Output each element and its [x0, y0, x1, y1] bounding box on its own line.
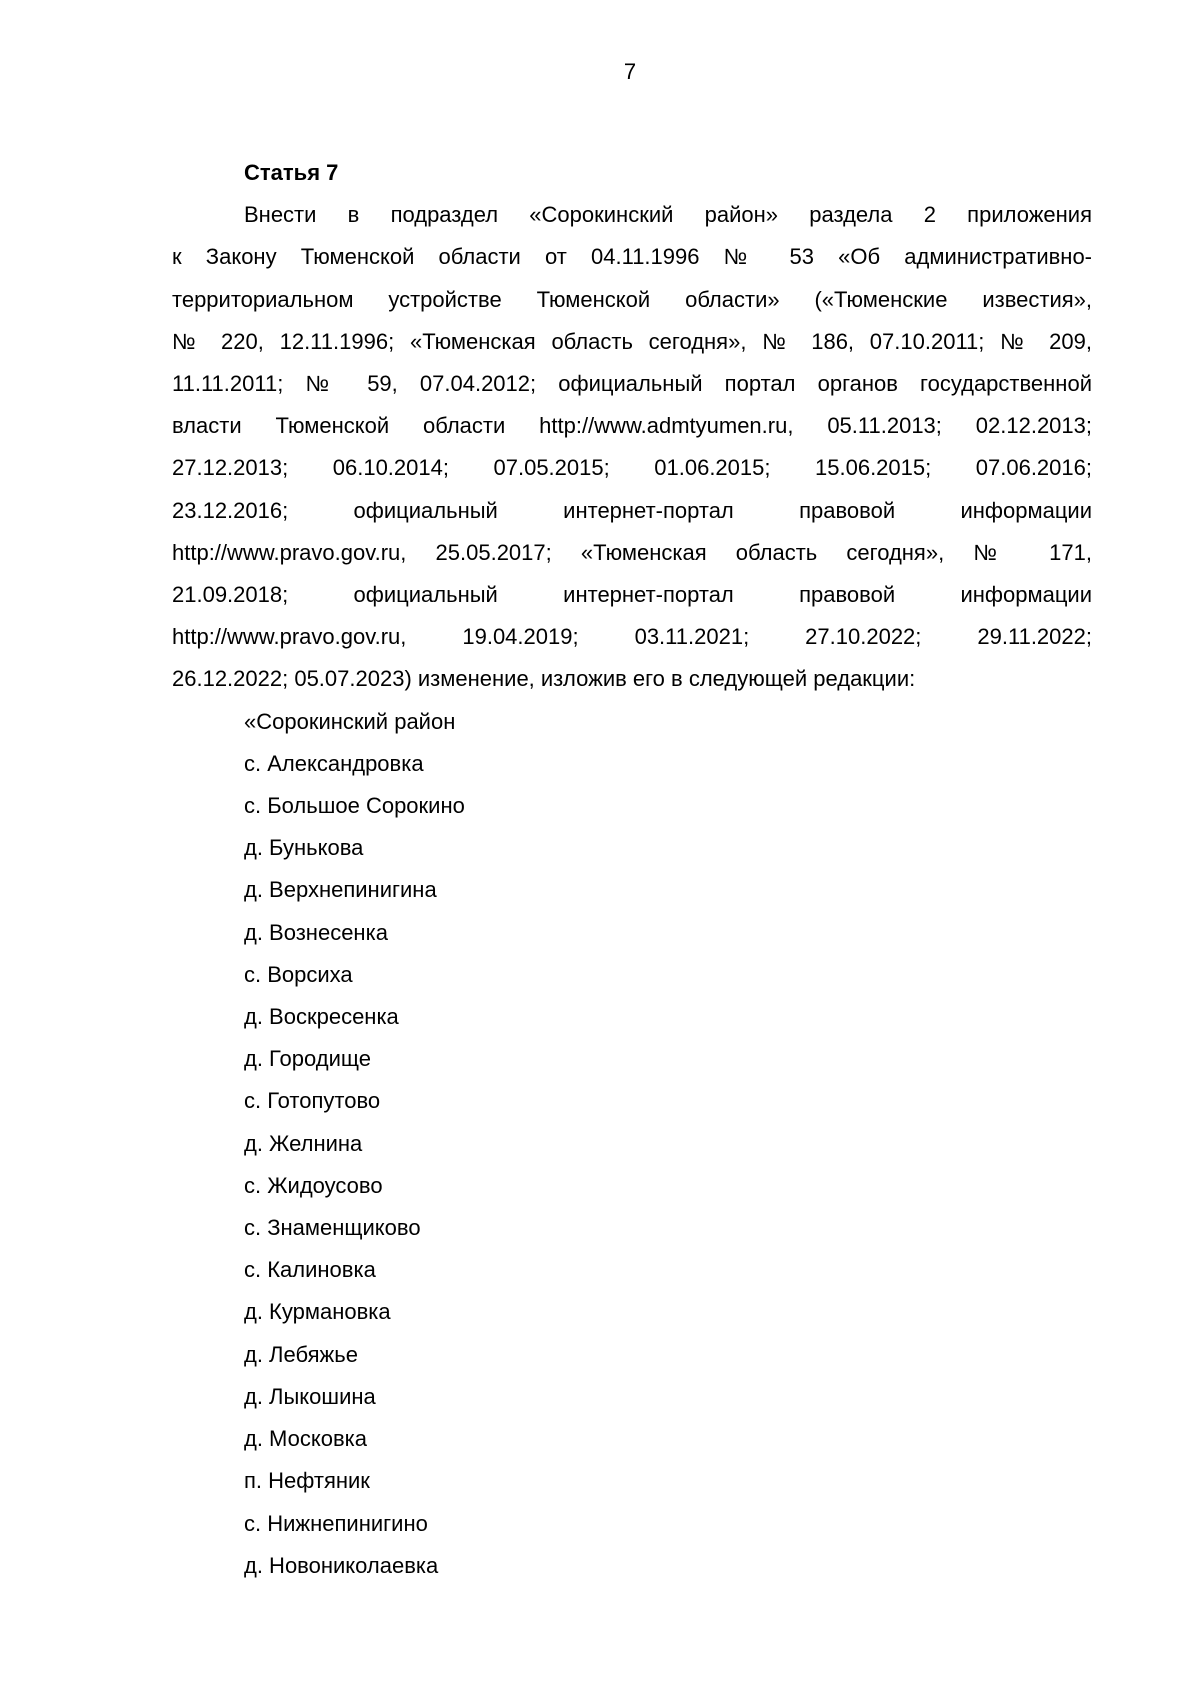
settlement-item: с. Ворсиха	[244, 961, 353, 987]
settlement-item: д. Городище	[244, 1046, 371, 1072]
paragraph-line: 27.12.2013; 06.10.2014; 07.05.2015; 01.06.2015; 15.06.2015; 07.06.2016;	[172, 455, 1092, 481]
settlement-item: п. Нефтяник	[244, 1468, 370, 1494]
amendment-paragraph	[172, 194, 1092, 700]
paragraph-line: 26.12.2022; 05.07.2023) изменение, изложив его в следующей редакции:	[172, 666, 916, 692]
paragraph-line: http://www.pravo.gov.ru, 19.04.2019; 03.11.2021; 27.10.2022; 29.11.2022;	[172, 624, 1092, 650]
page-number: 7	[623, 59, 637, 84]
settlement-item: д. Бунькова	[244, 835, 364, 861]
settlement-item: д. Московка	[244, 1426, 368, 1452]
paragraph-line: http://www.pravo.gov.ru, 25.05.2017; «Тюменская область сегодня», № 171,	[172, 539, 1092, 565]
settlement-item: д. Лыкошина	[244, 1383, 376, 1409]
settlement-item: с. Нижнепинигино	[244, 1510, 428, 1536]
paragraph-line: 11.11.2011; № 59, 07.04.2012; официальный портал органов государственной	[172, 371, 1092, 397]
settlement-list	[172, 701, 1092, 1587]
paragraph-line: № 220, 12.11.1996; «Тюменская область сегодня», № 186, 07.10.2011; № 209,	[172, 328, 1092, 354]
settlement-item: с. Знаменщиково	[244, 1215, 421, 1241]
settlement-item: д. Желнина	[244, 1130, 363, 1156]
article-title: Статья 7	[244, 160, 339, 185]
settlement-item: с. Калиновка	[244, 1257, 376, 1283]
paragraph-line: Внести в подраздел «Сорокинский район» раздела 2 приложения	[244, 202, 1092, 228]
settlement-item: с. Большое Сорокино	[244, 793, 465, 819]
settlement-item: с. Александровка	[244, 750, 424, 776]
settlement-item: д. Новониколаевка	[244, 1552, 439, 1578]
paragraph-line: к Закону Тюменской области от 04.11.1996 № 53 «Об административно-	[172, 244, 1092, 270]
paragraph-line: территориальном устройстве Тюменской области» («Тюменские известия»,	[172, 286, 1092, 312]
settlement-item: д. Лебяжье	[244, 1341, 358, 1367]
settlement-item: д. Курмановка	[244, 1299, 391, 1325]
document-body	[172, 152, 1092, 1587]
district-heading: «Сорокинский район	[244, 708, 456, 734]
paragraph-line: 23.12.2016; официальный интернет-портал правовой информации	[172, 497, 1092, 523]
settlement-item: с. Готопутово	[244, 1088, 381, 1114]
settlement-item: д. Вознесенка	[244, 919, 388, 945]
paragraph-line: 21.09.2018; официальный интернет-портал правовой информации	[172, 582, 1092, 608]
settlement-item: с. Жидоусово	[244, 1172, 383, 1198]
paragraph-line: власти Тюменской области http://www.admtyumen.ru, 05.11.2013; 02.12.2013;	[172, 413, 1092, 439]
settlement-item: д. Воскресенка	[244, 1004, 399, 1030]
settlement-item: д. Верхнепинигина	[244, 877, 437, 903]
